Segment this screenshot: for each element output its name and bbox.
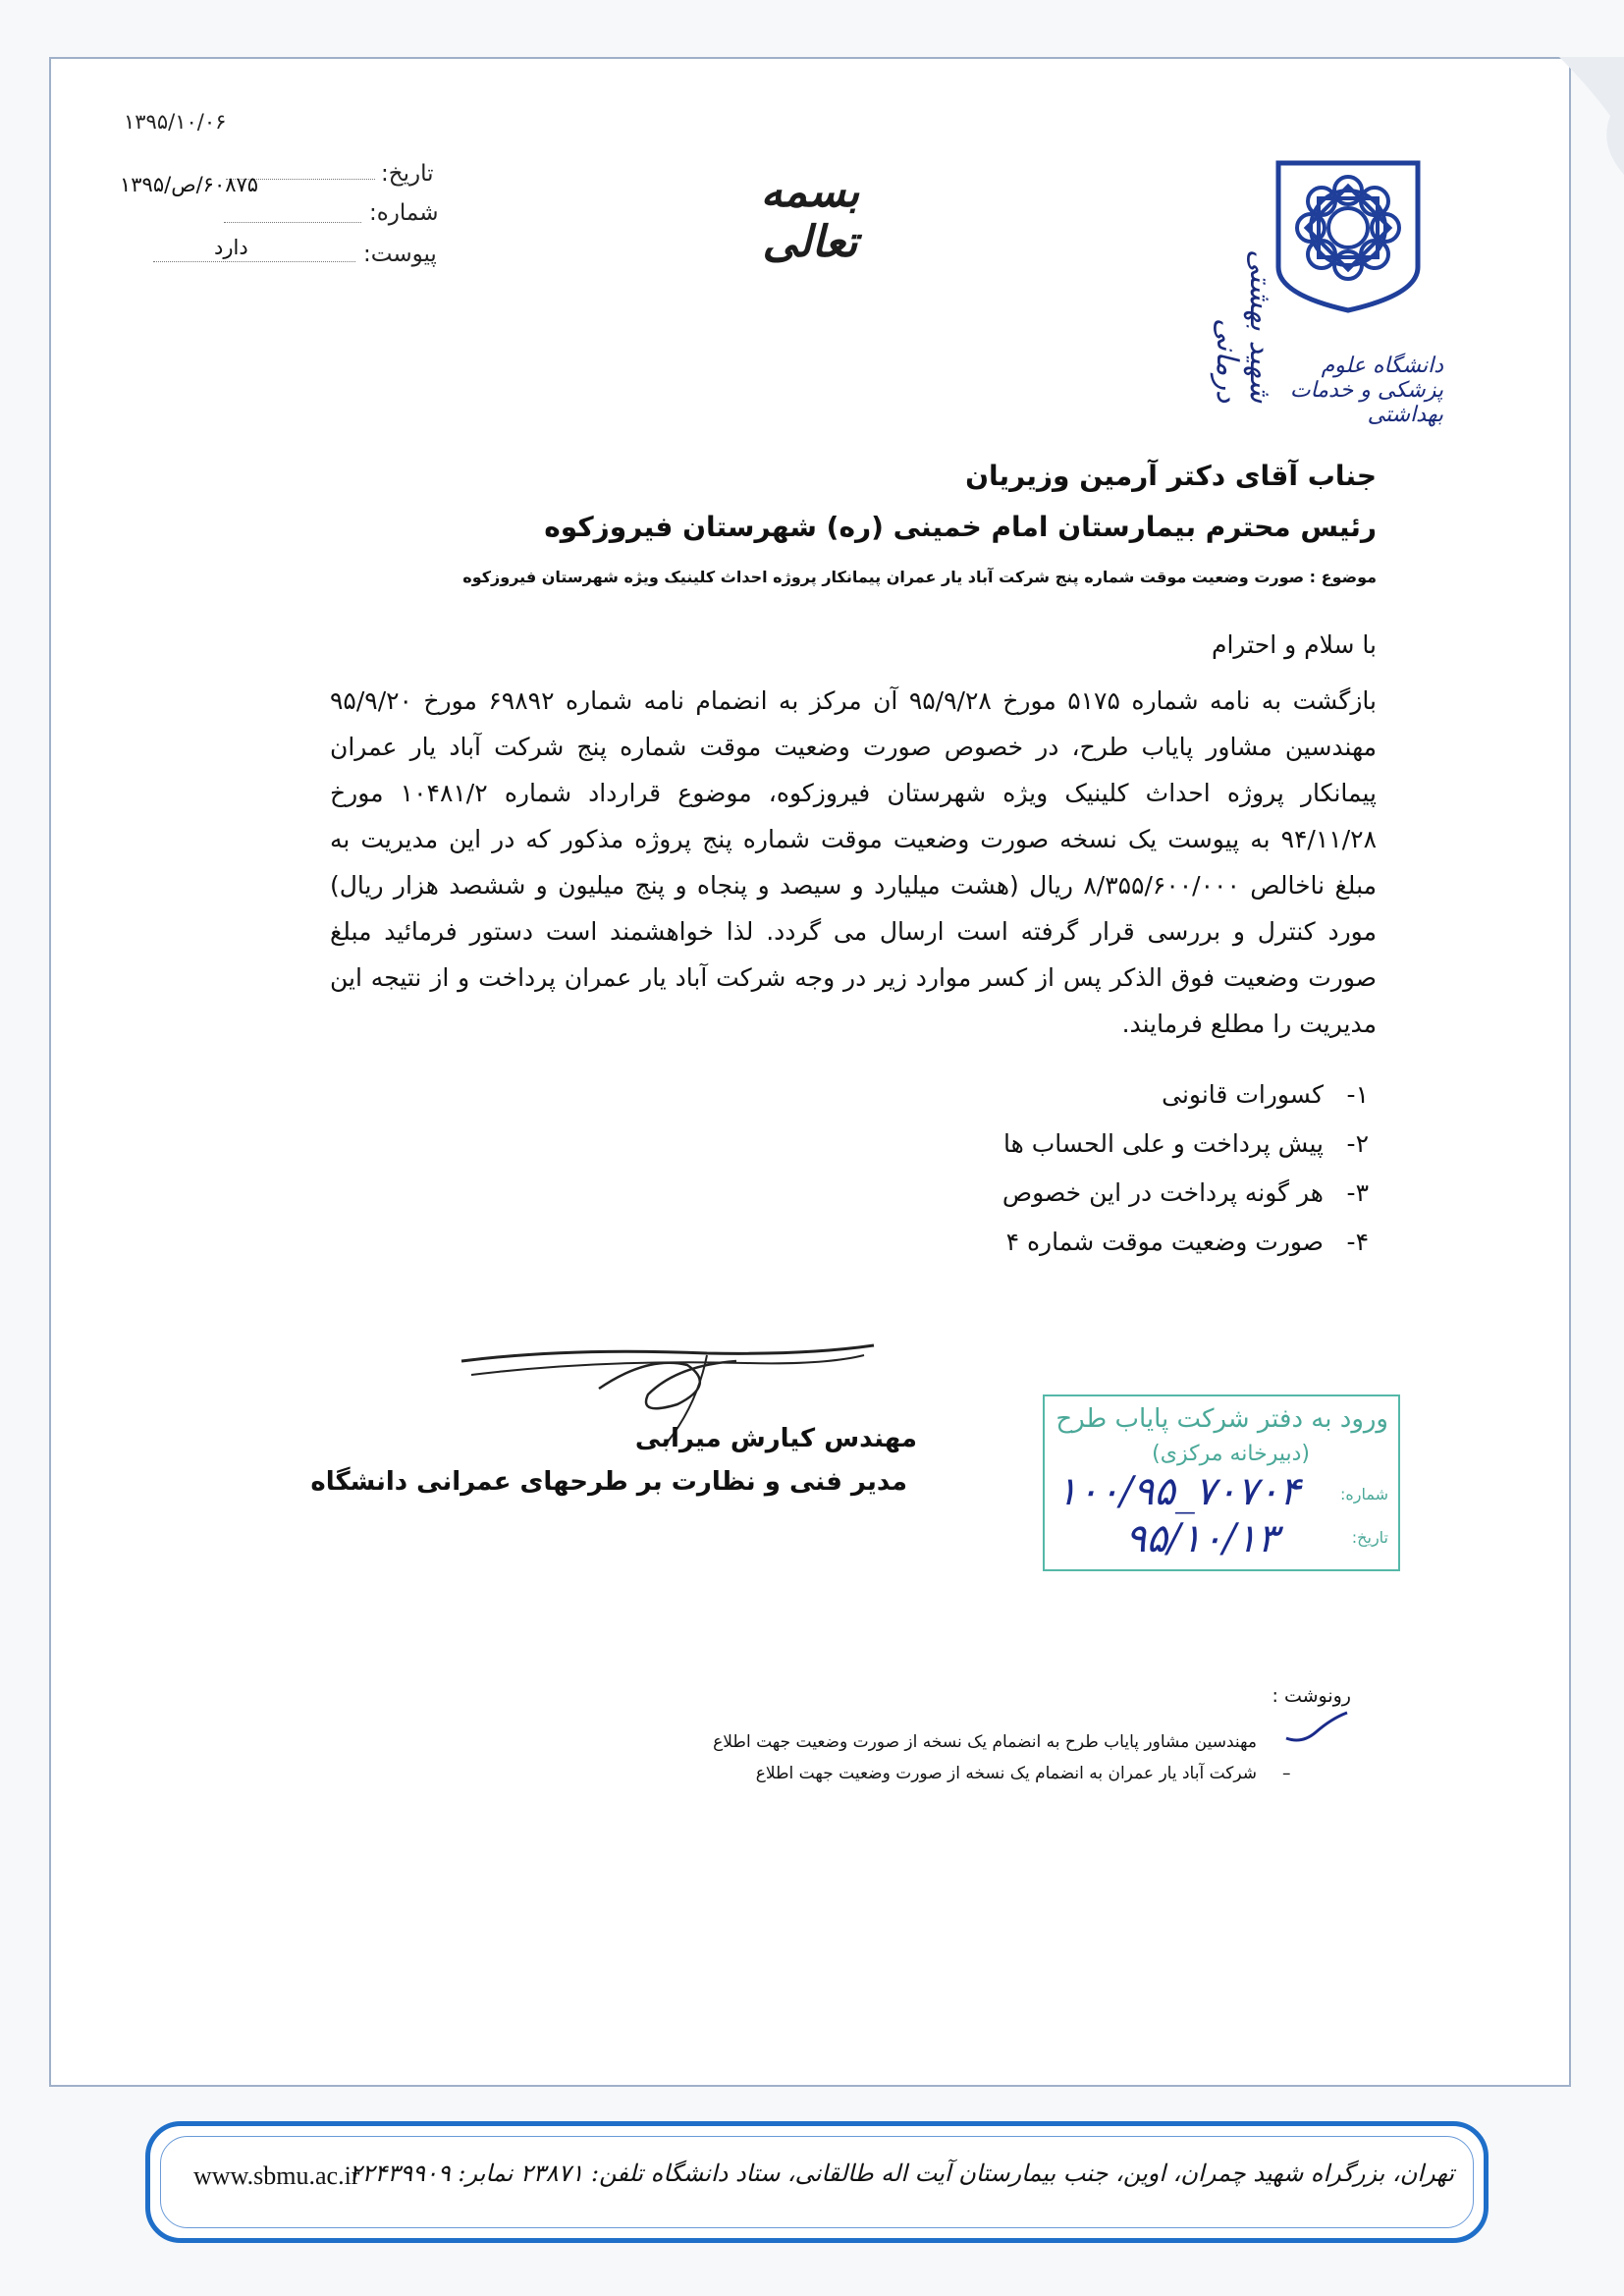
copy-recipient-2: شرکت آباد یار عمران به انضمام یک نسخه از صورت وضعیت جهت اطلاع (755, 1764, 1257, 1783)
stamp-line-1: ورود به دفتر شرکت پایاب طرح (1056, 1404, 1388, 1434)
subject-line: موضوع : صورت وضعیت موقت شماره پنج شرکت آباد یار عمران پیمانکار پروژه احداث کلینیک ویژه شهرستان فیروزکوه (462, 568, 1377, 586)
date-value-top: ۱۳۹۵/۱۰/۰۶ (124, 110, 227, 134)
receipt-stamp (1043, 1394, 1400, 1571)
university-name-bottom: دانشگاه علوم پزشکی و خدمات بهداشتی (1289, 354, 1443, 427)
body-paragraph: بازگشت به نامه شماره ۵۱۷۵ مورخ ۹۵/۹/۲۸ آن مرکز به انضمام نامه شماره ۶۹۸۹۲ مورخ ۹۵/۹/۲۰ مهندسین مشاور پایاب طرح، در خصوص صورت وضعیت موقت شماره پنج شرکت آباد یار عمران پیمانکار پروژه احداث کلینیک ویژه شهرستان فیروزکوه، موضوع قرارداد شماره ۱۰۴۸۱/۲ مورخ ۹۴/۱۱/۲۸ به پیوست یک نسخه صورت وضعیت موقت شماره پنج پروژه مذکور که در این مدیریت به مبلغ ناخالص ۸/۳۵۵/۶۰۰/۰۰۰ ریال (هشت میلیارد و سیصد و پنجاه و پنج میلیون و ششصد هزار ریال) مورد کنترل و بررسی قرار گرفته است ارسال می گردد. لذا خواهشمند است دستور فرمائید مبلغ صورت وضعیت فوق الذکر پس از کسر موارد زیر در وجه شرکت آباد یار عمران پرداخت و از نتیجه این مدیریت را مطلع فرمایند. (330, 686, 1378, 1038)
number-line (224, 222, 361, 223)
attachment-label: پیوست: (363, 242, 437, 267)
list-item: ۱-کسورات قانونی (1162, 1080, 1369, 1109)
number-label: شماره: (369, 200, 439, 226)
footer-address: تهران، بزرگراه شهید چمران، اوین، جنب بیمارستان آیت اله طالقانی، ستاد دانشگاه تلفن: ۲۳۸۷۱ نمابر: ۲۲۴۳۹۹۰۹ (349, 2159, 1454, 2187)
signer-title: مدیر فنی و نظارت بر طرحهای عمرانی دانشگاه (310, 1467, 907, 1497)
page-corner-tear (1559, 57, 1624, 175)
copies-title: رونوشت : (1272, 1685, 1351, 1707)
signer-name: مهندس کیارش میرابی (634, 1424, 917, 1453)
deductions-list (1002, 1070, 1369, 1267)
stamp-line-2: (دبیرخانه مرکزی) (1152, 1442, 1310, 1466)
list-item: ۲-پیش پرداخت و علی الحساب ها (1002, 1129, 1369, 1158)
university-name-vertical: شهید بهشتی درمانی (1210, 248, 1277, 403)
addressee-line-1: جناب آقای دکتر آرمین وزیریان (965, 460, 1377, 492)
basmala-calligraphy: بسمه تعالی (760, 167, 860, 267)
stamp-number-value: ۱۰۰/۹۵_۷۰۷۰۴ (1056, 1469, 1301, 1514)
letterhead-footer (145, 2121, 1489, 2243)
attachment-line (153, 261, 355, 262)
stamp-date-value: ۹۵/۱۰/۱۳ (1125, 1516, 1278, 1561)
stamp-date-label: تاریخ: (1351, 1528, 1388, 1547)
list-item: ۳-هر گونه پرداخت در این خصوص (1001, 1178, 1369, 1207)
footer-website: www.sbmu.ac.ir (193, 2161, 360, 2190)
checkmark-icon (1282, 1709, 1351, 1748)
copy-recipient-1: مهندسین مشاور پایاب طرح به انضمام یک نسخه از صورت وضعیت جهت اطلاع (713, 1732, 1257, 1752)
stamp-number-label: شماره: (1339, 1485, 1388, 1503)
addressee-line-2: رئیس محترم بیمارستان امام خمینی (ره) شهرستان فیروزکوه (544, 511, 1377, 543)
university-logo-icon (1272, 157, 1424, 314)
attachment-value: دارد (214, 236, 248, 259)
greeting: با سلام و احترام (1212, 630, 1377, 659)
date-label: تاریخ: (381, 161, 434, 187)
list-item: ۴-صورت وضعیت موقت شماره ۴ (1005, 1228, 1369, 1256)
number-value: ۶۰۸۷۵/ص/۱۳۹۵ (120, 173, 259, 196)
dash-icon: – (1282, 1764, 1291, 1783)
